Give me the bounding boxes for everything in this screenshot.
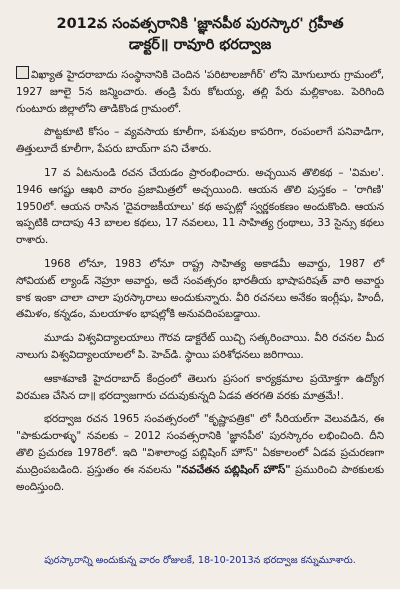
footer-note: పురస్కారాన్ని అందుకున్న వారం రోజులకే, 18-10-2013న భరద్వాజ కన్నుమూశారు. (44, 555, 356, 566)
dropcap-box (16, 66, 29, 79)
publisher-name: "నవచేతన పబ్లిషింగ్ హౌస్" (176, 463, 291, 476)
paragraph-awards: 1968 లోనూ, 1983 లోనూ రాష్ట్ర సాహిత్య అకాడమీ అవార్డు, 1987 లో సోవియట్ ల్యాండ్ నెహ్రూ అవార్డు, అదే సంవత్సరం భారతీయ భాషాపరిషత్ వారి అవార్డు కాక ఇంకా చాలా చాలా పురస్కారాలు అందుకున్నారు. వీరి రచనలు అనేకం ఇంగ్లీషు, హిందీ, తమిళం, కన్నడం, మలయాళం భాషల్లోకి అనువదింపబడ్డాయి. (16, 257, 384, 321)
paragraph-text: విఖ్యాత హైదరాబాదు సంస్థానానికి చెందిన 'పరిటాలజాగీర్' లోని మోగులూరు గ్రామంలో, 1927 జూలై 5న జన్మించారు. తండ్రి పేరు కోటయ్య, తల్లి పేరు మల్లికాంబ. పెరిగింది గుంటూరు జిల్లాలోని తాడికొండ గ్రామంలో. (16, 69, 384, 115)
paragraph-text: ప్రమురించి పాఠకులకు అందిస్తుంది. (16, 463, 384, 493)
paragraph-text: భరద్వాజ రచన 1965 సంవత్సరంలో "కృష్ణాపత్రిక" లో సీరియల్‌గా వెలువడిన, ఈ "పాకుడురాళ్ళు" నవలకు – 2012 సంవత్సరానికి 'జ్ఞానపీఠ' పురస్కారం లభించింది. దీని తొలి ప్రచురణ 1978లో. ఇది "విశాలాంధ్ర పబ్లిషింగ్ హౌస్" ఏకకాలంలో ఏడవ ప్రచురణగా ముద్రింపబడింది. ప్రస్తుతం ఈ నవలను (16, 413, 384, 476)
page-subtitle: డాక్టర్॥ రావూరి భరద్వాజ (128, 37, 272, 53)
paragraph-early-work: పొట్టకూటి కోసం – వ్యవసాయ కూలీగా, పశువుల కాపరిగా, రంపంలాగే పనివాడిగా, తిత్తులూదే కూలీగా, పేపరు బాయ్‌గా పని చేశారు. (16, 126, 384, 156)
paragraph-career: ఆకాశవాణి హైదరాబాద్ కేంద్రంలో తెలుగు ప్రసంగ కార్యక్రమాల ప్రయోక్తగా ఉద్యోగ విరమణ చేసిన దా॥ భరద్వాజగారు చదువుకున్నది ఏడవ తరగతి వరకు మాత్రమే!. (16, 372, 384, 402)
paragraph-doctorates: మూడు విశ్వవిద్యాలయాలు గౌరవ డాక్టరేట్ యిచ్చి సత్కరించాయి. వీరి రచనల మీద నాలుగు విశ్వవిద్యాలయాలలో పి. హెచ్‌డి. స్థాయి పరిశోధనలు జరిగాయి. (16, 332, 384, 361)
paragraph-writing: 17 వ ఏటనుండి రచన చేయడం ప్రారంభించారు. అచ్చయిన తొలికథ – 'విమల'. 1946 ఆగష్టు ఆఖరి వారం ప్రజామిత్రలో అచ్చయింది. ఆయన తొలి పుస్తకం – 'రాగిణి' 1950లో. ఆయన రాసిన 'దైవరాజకీయాలు' కథ అప్పట్లో స్వర్ణకంకణం అందుకొంది. ఆయన ఇప్పటికి దాదాపు 43 బాలల కథలు, 17 నవలలు, 11 సాహిత్య గ్రంథాలు, 33 సైన్సు కథలు రాశారు. (16, 166, 384, 247)
page-title: 2012వ సంవత్సరానికి 'జ్ఞానపీఠ పురస్కార' గ్రహీత (56, 16, 344, 32)
paragraph-birth (16, 66, 384, 117)
paragraph-novel (16, 411, 384, 495)
